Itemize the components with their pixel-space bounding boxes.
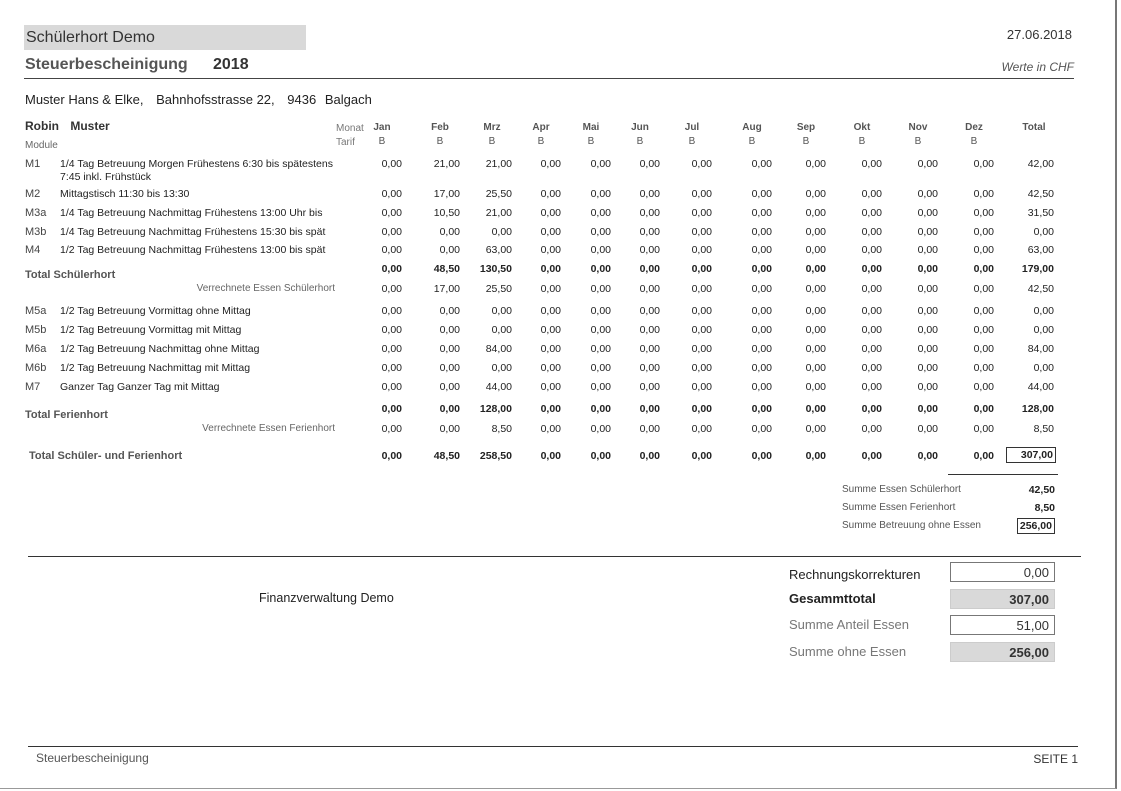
cell-value: 0,00 [639, 283, 660, 295]
month-name: Jun [631, 122, 649, 133]
module-description: Mittagstisch 11:30 bis 13:30 [60, 188, 190, 200]
cell-value: 0,00 [805, 450, 826, 462]
cell-value: 0,00 [751, 283, 772, 295]
cell-value: 0,00 [751, 324, 772, 336]
cell-value: 0,00 [691, 207, 712, 219]
cell-value: 17,00 [433, 283, 460, 295]
cell-value: 0,00 [381, 324, 402, 336]
cell-value: 0,00 [540, 207, 561, 219]
cell-value: 0,00 [751, 207, 772, 219]
cell-value: 0,00 [590, 188, 611, 200]
cell-value: 44,00 [485, 381, 512, 393]
monat-label: Monat [336, 123, 364, 134]
essen-ferienhort-label: Verrechnete Essen Ferienhort [202, 423, 335, 434]
cell-value: 0,00 [751, 343, 772, 355]
cell-value: 0,00 [381, 423, 402, 435]
tarif-code: B [688, 136, 696, 147]
cell-value: 0,00 [540, 188, 561, 200]
cell-value: 0,00 [805, 403, 826, 415]
column-header-dez [954, 121, 994, 149]
month-name: Jul [684, 122, 700, 133]
cell-value: 0,00 [973, 403, 994, 415]
address-zip: 9436 [287, 92, 317, 107]
cell-value: 0,00 [861, 450, 882, 462]
cell-value: 0,00 [691, 324, 712, 336]
cell-value: 0,00 [1033, 226, 1054, 238]
cell-value: 0,00 [381, 305, 402, 317]
tarif-code: B [802, 136, 810, 147]
cell-value: 0,00 [639, 324, 660, 336]
cell-value: 21,00 [485, 207, 512, 219]
address-names: Muster Hans & Elke, [25, 92, 144, 107]
cell-value: 0,00 [439, 403, 460, 415]
cell-value: 0,00 [691, 188, 712, 200]
total-all-label: Total Schüler- und Ferienhort [29, 450, 183, 462]
cell-value: 0,00 [805, 362, 826, 374]
cell-value: 0,00 [861, 362, 882, 374]
cell-value: 0,00 [751, 263, 772, 275]
cell-value: 0,00 [917, 158, 938, 170]
cell-value: 0,00 [861, 305, 882, 317]
cell-value: 25,50 [485, 283, 512, 295]
cell-value: 10,50 [433, 207, 460, 219]
cell-value: 42,00 [1027, 158, 1054, 170]
cell-value: 0,00 [973, 283, 994, 295]
tarif-label: Tarif [336, 137, 355, 148]
total-ferienhort-label: Total Ferienhort [25, 409, 108, 421]
cell-value: 0,00 [861, 226, 882, 238]
essen-schuelerhort-label: Verrechnete Essen Schülerhort [196, 283, 335, 294]
cell-value: 0,00 [639, 450, 660, 462]
cell-value: 0,00 [751, 226, 772, 238]
cell-value: 0,00 [691, 381, 712, 393]
month-name: Mrz [483, 122, 501, 133]
cell-value: 258,50 [479, 450, 512, 462]
cell-value: 0,00 [439, 381, 460, 393]
cell-value: 0,00 [381, 450, 402, 462]
column-header-aug [732, 121, 772, 149]
footer-divider [28, 746, 1078, 747]
cell-value: 0,00 [439, 244, 460, 256]
cell-value: 0,00 [805, 263, 826, 275]
month-tarif-label [336, 122, 364, 150]
cell-value: 84,00 [1027, 343, 1054, 355]
cell-value: 0,00 [973, 226, 994, 238]
cell-value: 0,00 [917, 226, 938, 238]
header-divider [24, 78, 1074, 79]
tarif-code: B [858, 136, 866, 147]
cell-value: 0,00 [917, 283, 938, 295]
rechnungskorrekturen-label: Rechnungskorrekturen [789, 567, 921, 582]
cell-value: 0,00 [381, 343, 402, 355]
cell-value: 0,00 [381, 244, 402, 256]
cell-value: 0,00 [491, 226, 512, 238]
cell-value: 0,00 [691, 263, 712, 275]
cell-value: 0,00 [540, 158, 561, 170]
finance-divider [28, 556, 1081, 557]
cell-value: 0,00 [439, 305, 460, 317]
cell-value: 0,00 [917, 305, 938, 317]
module-label: Module [25, 140, 58, 151]
module-description: 1/2 Tag Betreuung Nachmittag Frühestens 13:00 bis spät [60, 244, 326, 256]
cell-value: 0,00 [381, 362, 402, 374]
cell-value: 0,00 [751, 188, 772, 200]
cell-value: 0,00 [639, 158, 660, 170]
cell-value: 0,00 [590, 381, 611, 393]
cell-value: 0,00 [381, 188, 402, 200]
cell-value: 0,00 [381, 263, 402, 275]
cell-value: 21,00 [485, 158, 512, 170]
cell-value: 0,00 [1033, 305, 1054, 317]
cell-value: 0,00 [691, 283, 712, 295]
tarif-code: B [914, 136, 922, 147]
module-description: 1/4 Tag Betreuung Nachmittag Frühestens 13:00 Uhr bis [60, 207, 323, 219]
cell-value: 0,00 [540, 324, 561, 336]
module-code: M3a [25, 207, 47, 219]
cell-value: 0,00 [540, 403, 561, 415]
cell-value: 0,00 [491, 324, 512, 336]
cell-value: 0,00 [805, 381, 826, 393]
cell-value: 31,50 [1027, 207, 1054, 219]
cell-value: 0,00 [861, 188, 882, 200]
tarif-code: B [436, 136, 444, 147]
cell-value: 0,00 [691, 226, 712, 238]
cell-value: 17,00 [433, 188, 460, 200]
cell-value: 0,00 [973, 188, 994, 200]
column-header-mrz [472, 121, 512, 149]
cell-value: 0,00 [639, 305, 660, 317]
column-header-okt [842, 121, 882, 149]
tarif-code: B [636, 136, 644, 147]
summary-value: 8,50 [1034, 502, 1055, 514]
module-code: M4 [25, 244, 41, 256]
cell-value: 0,00 [973, 450, 994, 462]
anteil-essen-label: Summe Anteil Essen [789, 617, 909, 632]
cell-value: 8,50 [491, 423, 512, 435]
column-header-mai [571, 121, 611, 149]
module-description: 1/4 Tag Betreuung Morgen Frühestens 6:30 bis spätestens 7:45 inkl. Frühstück [60, 158, 333, 183]
column-header-total [1014, 121, 1054, 135]
month-name: Nov [908, 122, 928, 133]
column-header-jun [620, 121, 660, 149]
tarif-code: B [748, 136, 756, 147]
cell-value: 0,00 [540, 343, 561, 355]
document-title: Steuerbescheinigung [25, 56, 188, 73]
cell-value: 0,00 [691, 343, 712, 355]
cell-value: 0,00 [540, 263, 561, 275]
cell-value: 0,00 [1033, 324, 1054, 336]
cell-value: 0,00 [590, 423, 611, 435]
column-header-jan [362, 121, 402, 149]
cell-value: 0,00 [639, 403, 660, 415]
recipient-address [25, 92, 381, 107]
cell-value: 0,00 [590, 207, 611, 219]
child-name [25, 119, 118, 133]
column-header-feb [420, 121, 460, 149]
cell-value: 0,00 [1033, 362, 1054, 374]
gesamttotal-label: Gesammttotal [789, 591, 876, 606]
cell-value: 0,00 [973, 158, 994, 170]
cell-value: 0,00 [590, 283, 611, 295]
cell-value: 0,00 [590, 226, 611, 238]
cell-value: 8,50 [1033, 423, 1054, 435]
cell-value: 0,00 [973, 423, 994, 435]
tarif-code: B [537, 136, 545, 147]
cell-value: 0,00 [381, 283, 402, 295]
cell-value: 0,00 [590, 158, 611, 170]
cell-value: 0,00 [861, 263, 882, 275]
cell-value: 0,00 [917, 362, 938, 374]
cell-value: 0,00 [805, 305, 826, 317]
total-underline [948, 474, 1058, 475]
cell-value: 0,00 [917, 403, 938, 415]
cell-value: 0,00 [917, 207, 938, 219]
cell-value: 0,00 [973, 244, 994, 256]
month-name: Aug [742, 122, 762, 133]
cell-value: 0,00 [917, 343, 938, 355]
cell-value: 0,00 [590, 343, 611, 355]
module-description: 1/2 Tag Betreuung Nachmittag ohne Mittag [60, 343, 260, 355]
cell-value: 0,00 [861, 423, 882, 435]
cell-value: 0,00 [691, 423, 712, 435]
cell-value: 0,00 [751, 244, 772, 256]
cell-value: 0,00 [439, 324, 460, 336]
cell-value: 0,00 [973, 305, 994, 317]
cell-value: 0,00 [540, 226, 561, 238]
cell-value: 0,00 [691, 244, 712, 256]
cell-value: 0,00 [639, 423, 660, 435]
cell-value: 0,00 [751, 403, 772, 415]
month-name: Apr [532, 122, 550, 133]
cell-value: 0,00 [805, 343, 826, 355]
cell-value: 84,00 [485, 343, 512, 355]
module-code: M7 [25, 381, 41, 393]
page-number: SEITE 1 [1033, 752, 1078, 766]
cell-value: 0,00 [691, 362, 712, 374]
cell-value: 48,50 [433, 450, 460, 462]
month-name: Jan [373, 122, 391, 133]
cell-value: 0,00 [491, 362, 512, 374]
cell-value: 0,00 [540, 450, 561, 462]
footer-title: Steuerbescheinigung [36, 751, 149, 765]
summary-value: 256,00 [1017, 518, 1055, 534]
cell-value: 0,00 [439, 343, 460, 355]
cell-value: 0,00 [917, 324, 938, 336]
tarif-code: B [488, 136, 496, 147]
cell-value: 0,00 [805, 244, 826, 256]
ohne-essen-value: 256,00 [950, 642, 1055, 662]
cell-value: 0,00 [381, 158, 402, 170]
column-header-apr [521, 121, 561, 149]
cell-value: 0,00 [639, 343, 660, 355]
rechnungskorrekturen-value: 0,00 [950, 562, 1055, 582]
cell-value: 0,00 [861, 343, 882, 355]
cell-value: 0,00 [691, 305, 712, 317]
cell-value: 0,00 [973, 381, 994, 393]
summary-label: Summe Essen Schülerhort [842, 484, 961, 495]
cell-value: 44,00 [1027, 381, 1054, 393]
cell-value: 0,00 [540, 244, 561, 256]
cell-value: 0,00 [540, 381, 561, 393]
cell-value: 0,00 [590, 362, 611, 374]
module-description: Ganzer Tag Ganzer Tag mit Mittag [60, 381, 220, 393]
cell-value: 128,00 [479, 403, 512, 415]
cell-value: 0,00 [751, 362, 772, 374]
cell-value: 0,00 [805, 423, 826, 435]
module-code: M1 [25, 158, 41, 170]
cell-value: 0,00 [381, 207, 402, 219]
column-header-nov [898, 121, 938, 149]
cell-value: 0,00 [861, 403, 882, 415]
cell-value: 0,00 [439, 226, 460, 238]
module-description: 1/2 Tag Betreuung Vormittag ohne Mittag [60, 305, 251, 317]
cell-value: 0,00 [590, 450, 611, 462]
month-name: Okt [853, 122, 871, 133]
cell-value: 42,50 [1027, 283, 1054, 295]
currency-note: Werte in CHF [1001, 60, 1074, 74]
cell-value: 0,00 [973, 263, 994, 275]
cell-value: 0,00 [590, 403, 611, 415]
cell-value: 0,00 [973, 324, 994, 336]
module-code: M2 [25, 188, 41, 200]
cell-value: 0,00 [751, 423, 772, 435]
cell-value: 0,00 [917, 423, 938, 435]
cell-value: 0,00 [917, 450, 938, 462]
cell-value: 0,00 [917, 263, 938, 275]
cell-value: 0,00 [381, 381, 402, 393]
cell-value: 0,00 [861, 207, 882, 219]
cell-value: 179,00 [1021, 263, 1054, 275]
cell-value: 0,00 [639, 188, 660, 200]
cell-value: 0,00 [861, 324, 882, 336]
module-description: 1/4 Tag Betreuung Nachmittag Frühestens 15:30 bis spät [60, 226, 326, 238]
cell-value: 0,00 [540, 362, 561, 374]
cell-value: 0,00 [973, 343, 994, 355]
module-description: 1/2 Tag Betreuung Nachmittag mit Mittag [60, 362, 251, 374]
column-header-sep [786, 121, 826, 149]
cell-value: 0,00 [861, 244, 882, 256]
ohne-essen-label: Summe ohne Essen [789, 644, 907, 659]
address-city: Balgach [324, 92, 372, 107]
summary-value: 42,50 [1028, 484, 1055, 496]
organization-name: Schülerhort Demo [24, 25, 306, 50]
cell-value: 307,00 [1006, 447, 1056, 463]
month-name: Mai [582, 122, 600, 133]
cell-value: 0,00 [917, 244, 938, 256]
tarif-code: B [970, 136, 978, 147]
cell-value: 25,50 [485, 188, 512, 200]
cell-value: 0,00 [805, 283, 826, 295]
cell-value: 0,00 [439, 362, 460, 374]
summary-label: Summe Betreuung ohne Essen [842, 520, 981, 531]
tarif-code: B [587, 136, 595, 147]
finance-name: Finanzverwaltung Demo [259, 591, 394, 605]
cell-value: 130,50 [479, 263, 512, 275]
cell-value: 0,00 [590, 305, 611, 317]
cell-value: 48,50 [433, 263, 460, 275]
summary-label: Summe Essen Ferienhort [842, 502, 956, 513]
cell-value: 63,00 [1027, 244, 1054, 256]
cell-value: 0,00 [691, 403, 712, 415]
month-name: Feb [431, 122, 449, 133]
module-code: M6b [25, 362, 47, 374]
cell-value: 0,00 [751, 381, 772, 393]
module-code: M3b [25, 226, 47, 238]
document-date: 27.06.2018 [1006, 27, 1072, 42]
month-name: Dez [965, 122, 983, 133]
cell-value: 21,00 [433, 158, 460, 170]
total-schuelerhort-label: Total Schülerhort [25, 269, 116, 281]
cell-value: 0,00 [861, 158, 882, 170]
cell-value: 0,00 [805, 207, 826, 219]
cell-value: 0,00 [805, 158, 826, 170]
cell-value: 0,00 [751, 158, 772, 170]
cell-value: 0,00 [639, 244, 660, 256]
child-last-name: Muster [70, 119, 110, 133]
cell-value: 0,00 [691, 158, 712, 170]
cell-value: 0,00 [751, 450, 772, 462]
cell-value: 0,00 [805, 188, 826, 200]
cell-value: 0,00 [917, 381, 938, 393]
cell-value: 0,00 [639, 263, 660, 275]
cell-value: 0,00 [540, 283, 561, 295]
address-street: Bahnhofsstrasse 22, [156, 92, 275, 107]
cell-value: 0,00 [381, 226, 402, 238]
cell-value: 0,00 [805, 324, 826, 336]
module-code: M6a [25, 343, 47, 355]
cell-value: 63,00 [485, 244, 512, 256]
module-description: 1/2 Tag Betreuung Vormittag mit Mittag [60, 324, 242, 336]
cell-value: 0,00 [751, 305, 772, 317]
child-first-name: Robin [25, 119, 59, 133]
gesamttotal-value: 307,00 [950, 589, 1055, 609]
month-name: Sep [796, 122, 816, 133]
module-code: M5b [25, 324, 47, 336]
document-year: 2018 [213, 56, 249, 73]
cell-value: 0,00 [691, 450, 712, 462]
cell-value: 0,00 [439, 423, 460, 435]
anteil-essen-value: 51,00 [950, 615, 1055, 635]
cell-value: 0,00 [973, 362, 994, 374]
cell-value: 0,00 [861, 381, 882, 393]
module-code: M5a [25, 305, 47, 317]
cell-value: 0,00 [381, 403, 402, 415]
cell-value: 0,00 [639, 381, 660, 393]
cell-value: 0,00 [540, 423, 561, 435]
column-header-jul [672, 121, 712, 149]
cell-value: 0,00 [491, 305, 512, 317]
cell-value: 0,00 [540, 305, 561, 317]
tarif-code: B [378, 136, 386, 147]
month-name: Total [1022, 122, 1046, 133]
cell-value: 0,00 [917, 188, 938, 200]
cell-value: 0,00 [590, 324, 611, 336]
cell-value: 0,00 [639, 362, 660, 374]
cell-value: 0,00 [861, 283, 882, 295]
cell-value: 128,00 [1021, 403, 1054, 415]
cell-value: 0,00 [805, 226, 826, 238]
cell-value: 0,00 [639, 207, 660, 219]
cell-value: 0,00 [590, 263, 611, 275]
cell-value: 42,50 [1027, 188, 1054, 200]
cell-value: 0,00 [590, 244, 611, 256]
cell-value: 0,00 [639, 226, 660, 238]
cell-value: 0,00 [973, 207, 994, 219]
